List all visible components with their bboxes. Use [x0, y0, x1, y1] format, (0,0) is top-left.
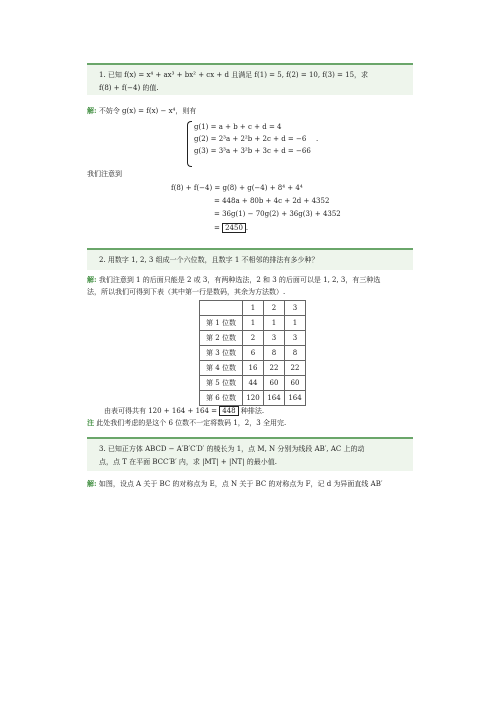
- problem1-solution-label: 解:: [87, 106, 97, 115]
- table-header-cell: 3: [285, 301, 306, 316]
- table-header-cell: 1: [243, 301, 264, 316]
- problem2-solution-line2: 法，所以我们可得到下表（其中第一行是数码，其余为方法数）.: [87, 288, 286, 296]
- problem1-answer: 2450: [222, 223, 246, 233]
- problem3-solution-label: 解:: [87, 479, 97, 488]
- table-cell: 2: [243, 331, 264, 346]
- table-cell: 16: [243, 361, 264, 376]
- table-cell: 第 2 位数: [200, 331, 243, 346]
- table-row: [200, 376, 306, 391]
- problem2-answer: 448: [219, 406, 238, 416]
- problem1-solution-intro: [87, 105, 196, 117]
- table-row: [200, 361, 306, 376]
- table-cell: 1: [243, 316, 264, 331]
- problem2-solution-line1: 我们注意到 1 的后面只能是 2 或 3，有两种选法，2 和 3 的后面可以是 1, 2, 3，有三种选: [98, 276, 381, 284]
- table-cell: 22: [264, 361, 285, 376]
- table-cell: 60: [285, 376, 306, 391]
- table-cell: 第 1 位数: [200, 316, 243, 331]
- table-cell: 22: [285, 361, 306, 376]
- system-equation-1: g(1) = a + b + c + d = 4: [194, 123, 282, 131]
- table-row: [200, 346, 306, 361]
- table-row: [200, 391, 306, 406]
- table-cell: 1: [264, 316, 285, 331]
- problem2-result-suffix: 种排法.: [238, 407, 265, 415]
- table-cell: 3: [264, 331, 285, 346]
- problem3-solution: [87, 478, 382, 490]
- table-cell: 8: [285, 346, 306, 361]
- table-cell: 第 3 位数: [200, 346, 243, 361]
- derivation-step-4-prefix: =: [214, 224, 223, 232]
- table-row: [200, 331, 306, 346]
- problem2-solution: [87, 274, 380, 298]
- table-header-cell: [200, 301, 243, 316]
- table-cell: 120: [243, 391, 264, 406]
- equation-system: [194, 121, 311, 157]
- table-cell: 8: [264, 346, 285, 361]
- notice-text: 我们注意到: [87, 170, 122, 178]
- table-cell: 60: [264, 376, 285, 391]
- table-cell: 164: [285, 391, 306, 406]
- problem2-box: [87, 248, 413, 270]
- problem1-question-line2: f(8) + f(−4) 的值.: [99, 84, 159, 92]
- table-cell: 44: [243, 376, 264, 391]
- table-header-cell: 2: [264, 301, 285, 316]
- system-equation-2: g(2) = 2³a + 2²b + 2c + d = −6: [194, 135, 307, 143]
- digit-count-table: [199, 300, 306, 406]
- derivation-step-1: f(8) + f(−4) = g(8) + g(−4) + 8⁴ + 4⁴: [171, 184, 303, 192]
- derivation-step-2: = 448a + 80b + 4c + 2d + 4352: [214, 197, 330, 205]
- table-cell: 1: [285, 316, 306, 331]
- table-cell: 第 4 位数: [200, 361, 243, 376]
- system-equation-3: g(3) = 3³a + 3²b + 3c + d = −66: [194, 147, 311, 155]
- table-cell: 164: [264, 391, 285, 406]
- problem3-solution-line1: 如图，设点 A 关于 BC 的对称点为 E，点 N 关于 BC 的对称点为 F，记 d 为异面直线 AB′: [98, 480, 383, 488]
- problem1-box: [87, 63, 413, 95]
- problem2-question: 2. 用数字 1, 2, 3 组成一个六位数，且数字 1 不相邻的排法有多少种？: [99, 256, 319, 264]
- note-label: 注: [87, 418, 94, 427]
- system-period: .: [316, 135, 319, 143]
- problem2-note: [87, 417, 286, 429]
- problem2-solution-label: 解:: [87, 275, 97, 284]
- answer-period: .: [245, 224, 249, 232]
- problem3-question-line2: 点，点 T 在平面 BCC′B′ 内，求 |MT| + |NT| 的最小值.: [99, 458, 277, 466]
- table-header-row: [200, 301, 306, 316]
- system-brace: [187, 121, 192, 167]
- problem2-result-prefix: 由表可得共有 120 + 164 + 164 =: [104, 407, 220, 415]
- derivation-step-4: [214, 222, 248, 234]
- problem1-solution-text: 不妨令 g(x) = f(x) − x⁴，则有: [98, 107, 197, 115]
- problem1-question-line1: 1. 已知 f(x) = x⁴ + ax³ + bx² + cx + d 且满足 f(1) = 5, f(2) = 10, f(3) = 15，求: [99, 71, 369, 79]
- table-cell: 3: [285, 331, 306, 346]
- derivation-step-3: = 36g(1) − 70g(2) + 36g(3) + 4352: [214, 210, 341, 218]
- table-cell: 第 6 位数: [200, 391, 243, 406]
- table-cell: 第 5 位数: [200, 376, 243, 391]
- problem3-box: [87, 437, 413, 471]
- table-row: [200, 316, 306, 331]
- note-text: 此处我们考虑的是这个 6 位数不一定将数码 1，2，3 全用完.: [94, 419, 287, 427]
- problem2-result: [104, 405, 264, 417]
- problem3-question-line1: 3. 已知正方体 ABCD − A′B′C′D′ 的棱长为 1，点 M, N 分别为线段 AB′, AC 上的动: [99, 445, 365, 453]
- table-cell: 6: [243, 346, 264, 361]
